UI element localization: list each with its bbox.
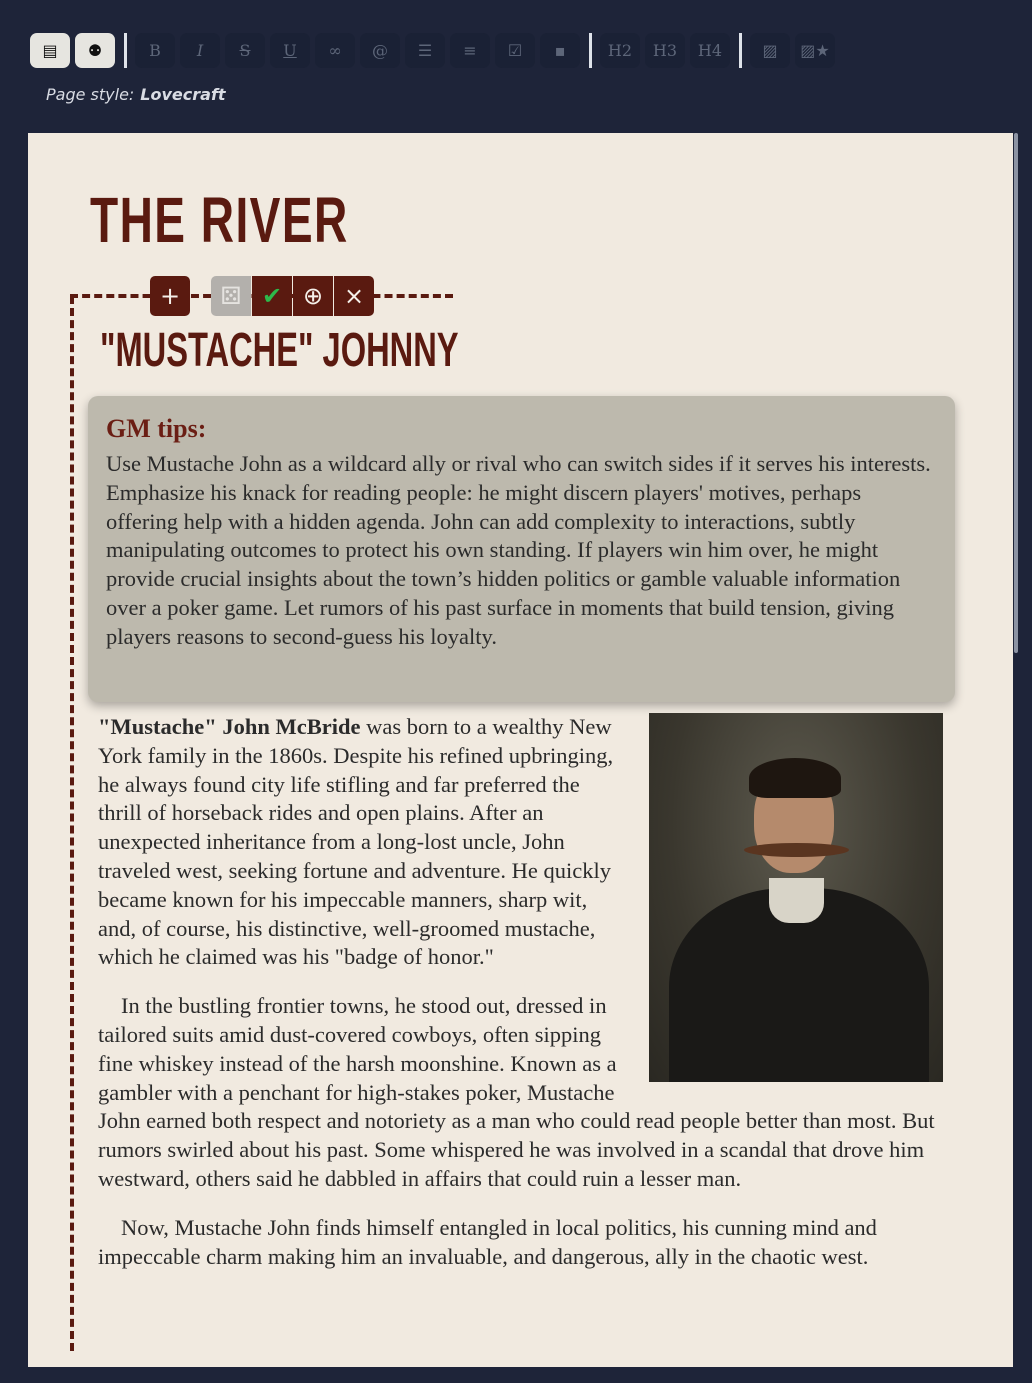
page-style [46,85,226,104]
bold-icon: B [149,41,161,60]
strikethrough-icon: S [239,41,251,60]
bullet-list-icon: ☰ [417,41,433,60]
gm-tips-text: Use Mustache John as a wildcard ally or rival who can switch sides if it serves his interests. Emphasize his knack for reading people: he might discern players' motives, perhaps offering help with a hidden agenda. John can add complexity to interactions, subtly manipulating outcomes to protect his own standing. If players win him over, he might provide crucial insights about the town’s hidden politics or gamble valuable information over a poker game. Let rumors of his past surface in moments that build tension, giving players reasons to second-guess his loyalty. [106,451,931,649]
numbered-list-button[interactable] [450,33,490,68]
bullet-list-button[interactable] [405,33,445,68]
h3-button[interactable] [645,33,685,68]
image-icon: ▨ [762,41,778,60]
h2-label: H2 [607,41,633,60]
dice-icon: ⚄ [220,282,242,310]
link-button[interactable] [315,33,355,68]
portrait-image [649,713,943,1082]
document-page [28,133,1013,1367]
newspaper-icon: ▤ [42,41,58,60]
underline-icon: U [283,41,297,60]
underline-button[interactable] [270,33,310,68]
insert-image-button[interactable] [750,33,790,68]
remove-block-button[interactable] [334,276,374,316]
npc-description [98,713,943,1291]
strikethrough-button[interactable] [225,33,265,68]
numbered-list-icon: ≡ [463,41,477,60]
clipboard-check-button[interactable] [252,276,292,316]
clipboard-check-icon: ✔ [261,282,283,310]
bold-button[interactable] [135,33,175,68]
mention-icon: @ [372,41,388,60]
toolbar-divider [589,33,592,68]
italic-button[interactable] [180,33,220,68]
link-icon: ∞ [328,41,342,60]
insert-image-special-button[interactable] [795,33,835,68]
add-block-button[interactable] [150,276,190,316]
reader-view-button[interactable] [75,33,115,68]
h2-button[interactable] [600,33,640,68]
page-style-value[interactable]: Lovecraft [140,85,226,104]
target-button[interactable] [293,276,333,316]
h4-label: H4 [697,41,723,60]
block-actions [211,276,374,316]
gm-tips-box [88,396,955,702]
note-button[interactable] [540,33,580,68]
newspaper-view-button[interactable] [30,33,70,68]
paragraph-1-text: was born to a wealthy New York family in the 1860s. Despite his refined upbringing, he always found city life stifling and far preferred the thrill of horseback rides and open plains. After an unexpected inheritance from a long-lost uncle, John traveled west, seeking fortune and adventure. He quickly became known for his impeccable manners, sharp wit, and, of course, his distinctive, well-groomed mustache, which he claimed was his "badge of honor." [98,714,614,970]
note-icon: ▪ [554,41,566,60]
dice-button[interactable] [211,276,251,316]
page-title: THE RIVER [90,184,349,256]
crosshair-icon: ⊕ [302,282,324,310]
mention-button[interactable] [360,33,400,68]
add-block-group [150,276,190,316]
image-star-icon: ▨★ [800,41,830,60]
close-icon: × [343,282,365,310]
italic-icon: I [196,41,204,60]
checkbox-icon: ☑ [507,41,523,60]
editor-toolbar [30,33,840,68]
scrollbar[interactable] [1014,133,1018,653]
plus-icon: + [159,282,181,310]
paragraph-2: In the bustling frontier towns, he stood out, dressed in tailored suits amid dust-covered cowboys, often sipping fine whiskey instead of the harsh moonshine. Known as a gambler with a penchant for high-stakes poker, Mustache John earned both respect and notoriety as a man who could read people better than most. But rumors swirled about his past. Some whispered he was involved in a scandal that drove him westward, others said he dabbled in affairs that could ruin a lesser man. [98,993,935,1191]
npc-name: "Mustache" John McBride [98,714,361,739]
h4-button[interactable] [690,33,730,68]
gm-tips-heading: GM tips: [106,414,207,443]
checkbox-button[interactable] [495,33,535,68]
paragraph-3: Now, Mustache John finds himself entangled in local politics, his cunning mind and impeccable charm making him an invaluable, and dangerous, ally in the chaotic west. [98,1214,877,1269]
page-style-label: Page style: [46,85,135,104]
reader-icon: ⚉ [87,41,103,60]
toolbar-divider [124,33,127,68]
h3-label: H3 [652,41,678,60]
toolbar-divider [739,33,742,68]
npc-heading: "MUSTACHE" JOHNNY [100,324,459,377]
